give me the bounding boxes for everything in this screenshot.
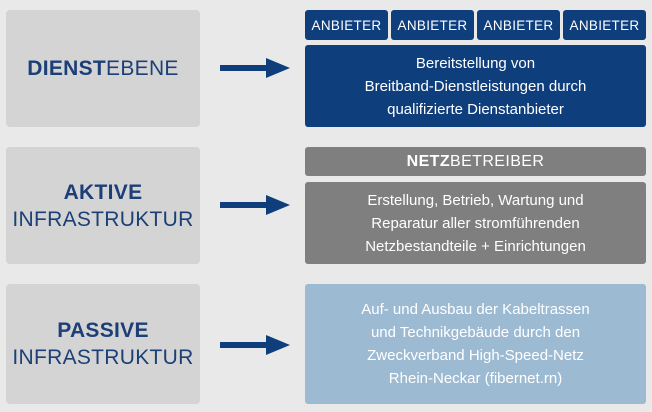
description-line: Zweckverband High-Speed-Netz: [367, 347, 584, 364]
anbieter-box: ANBIETER: [477, 10, 560, 40]
netzbetreiber-rest: BETREIBER: [450, 152, 545, 170]
label-rest: EBENE: [106, 57, 179, 80]
netzbetreiber-bold: NETZ: [406, 152, 451, 170]
arrow-right-icon: [220, 58, 290, 78]
description-line: Rhein-Neckar (fibernet.rn): [388, 370, 563, 387]
label-box-dienstebene: [6, 10, 200, 127]
label-bold: AKTIVE: [63, 180, 143, 204]
netzbetreiber-header: [305, 147, 646, 176]
description-line: Breitband-Dienstleistungen durch: [364, 77, 587, 95]
label-rest: INFRASTRUKTUR: [12, 207, 194, 231]
description-line: Auf- und Ausbau der Kabeltrassen: [361, 301, 590, 318]
label-rest: INFRASTRUKTUR: [12, 346, 194, 369]
description-line: Reparatur aller stromführenden: [371, 214, 580, 232]
label-box-aktive-infrastruktur: [6, 147, 200, 264]
label-bold: DIENST: [27, 57, 107, 80]
anbieter-box: ANBIETER: [563, 10, 646, 40]
description-line: qualifizierte Dienstanbieter: [387, 100, 564, 118]
description-line: Netzbestandteile + Einrichtungen: [365, 237, 586, 255]
label-box-passive-infrastruktur: [6, 284, 200, 404]
description-box-dienstebene: [305, 45, 646, 127]
description-line: und Technikgebäude durch den: [370, 324, 581, 341]
description-line: Bereitstellung von: [415, 54, 536, 72]
anbieter-box: ANBIETER: [391, 10, 474, 40]
description-line: Erstellung, Betrieb, Wartung und: [367, 191, 584, 209]
arrow-right-icon: [220, 195, 290, 215]
arrow-right-icon: [220, 335, 290, 355]
anbieter-row: [305, 10, 646, 40]
anbieter-box: ANBIETER: [305, 10, 388, 40]
label-bold: PASSIVE: [57, 319, 149, 342]
description-box-passive-infrastruktur: [305, 284, 646, 404]
description-box-aktive-infrastruktur: [305, 182, 646, 264]
